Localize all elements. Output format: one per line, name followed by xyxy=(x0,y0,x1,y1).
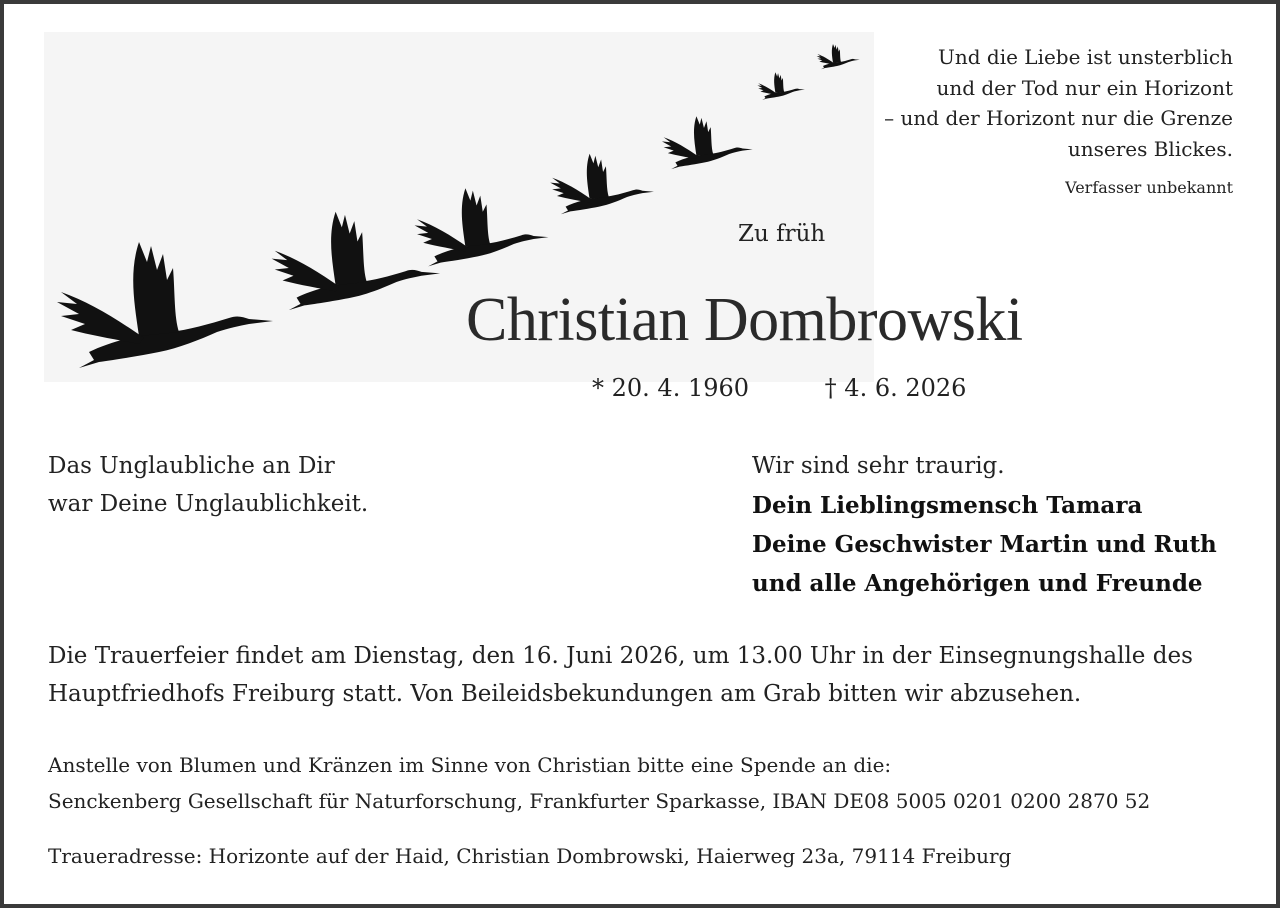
death-date: † 4. 6. 2026 xyxy=(824,374,967,402)
mourner-line: Dein Lieblingsmensch Tamara xyxy=(752,492,1143,519)
personal-quote-line: Das Unglaubliche an Dir xyxy=(48,453,335,479)
poem-line: unseres Blickes. xyxy=(1067,136,1233,161)
ceremony-info xyxy=(48,637,1248,713)
poem-line: Und die Liebe ist unsterblich xyxy=(938,45,1233,69)
intro-text: Zu früh xyxy=(738,221,826,247)
birth-date: * 20. 4. 1960 xyxy=(592,374,750,402)
personal-quote xyxy=(48,447,368,523)
personal-quote-line: war Deine Unglaublichkeit. xyxy=(48,491,369,517)
life-dates xyxy=(592,374,966,402)
poem xyxy=(813,42,1233,164)
poem-line: – und der Horizont nur die Grenze xyxy=(884,106,1233,130)
mourner-line: und alle Angehörigen und Freunde xyxy=(752,570,1203,597)
mourners-block xyxy=(752,447,1217,603)
donation-line: Senckenberg Gesellschaft für Naturforschung, Frankfurter Sparkasse, IBAN DE08 5005 0201 0200 2870 52 xyxy=(48,789,1151,813)
mourning-address: Traueradresse: Horizonte auf der Haid, Christian Dombrowski, Haierweg 23a, 79114 Freiburg xyxy=(48,844,1012,868)
donation-line: Anstelle von Blumen und Kränzen im Sinne von Christian bitte eine Spende an die: xyxy=(48,753,892,777)
poem-line: und der Tod nur ein Horizont xyxy=(936,75,1233,100)
poem-author: Verfasser unbekannt xyxy=(1065,178,1233,197)
mourner-line: Deine Geschwister Martin und Ruth xyxy=(752,531,1217,558)
donation-info xyxy=(48,747,1248,819)
ceremony-line: Hauptfriedhofs Freiburg statt. Von Beileidsbekundungen am Grab bitten wir abzusehen. xyxy=(48,681,1082,707)
ceremony-line: Die Trauerfeier findet am Dienstag, den 16. Juni 2026, um 13.00 Uhr in der Einsegnungshalle des xyxy=(48,643,1193,669)
deceased-name: Christian Dombrowski xyxy=(466,286,1023,354)
mourners-intro: Wir sind sehr traurig. xyxy=(752,453,1005,479)
